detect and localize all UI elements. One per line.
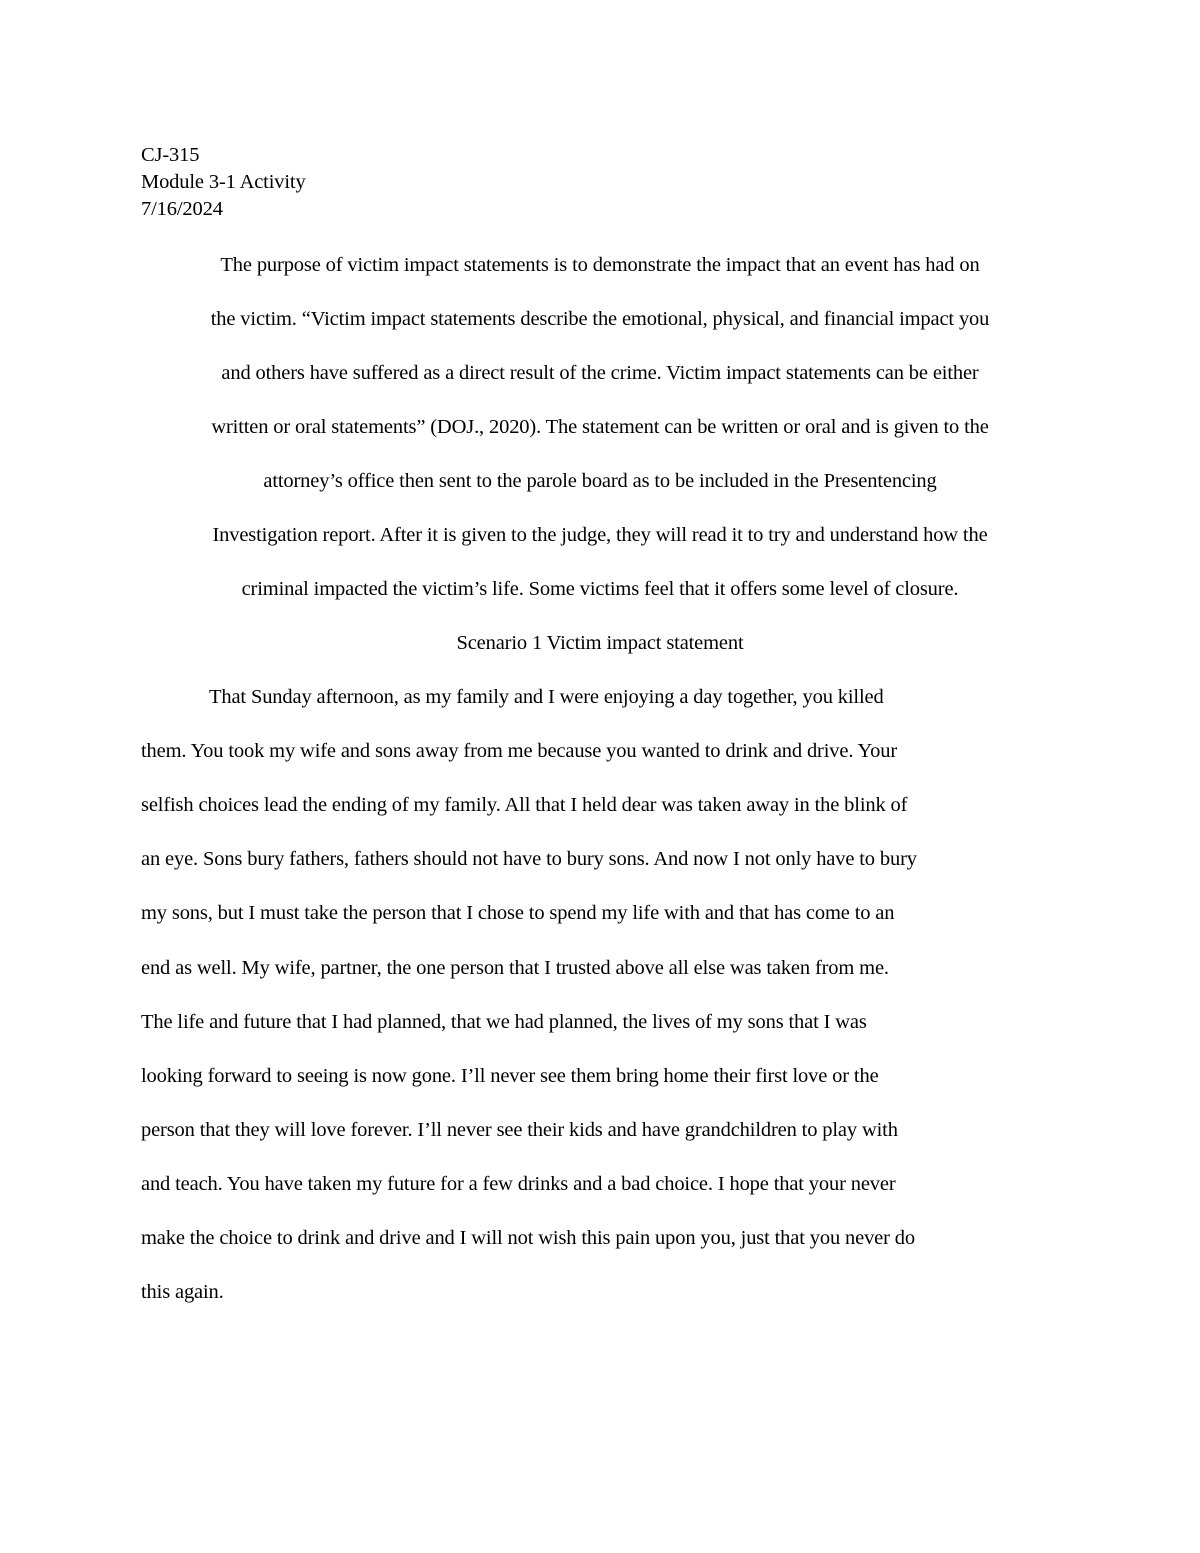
section-heading: Scenario 1 Victim impact statement [456,632,744,654]
statement-line: make the choice to drink and drive and I will not wish this pain upon you, just that you never do [141,1227,915,1249]
intro-line: and others have suffered as a direct result of the crime. Victim impact statements can be either [221,362,979,384]
statement-line: The life and future that I had planned, that we had planned, the lives of my sons that I was [141,1011,867,1033]
document-date: 7/16/2024 [141,198,223,220]
intro-line: the victim. “Victim impact statements describe the emotional, physical, and financial impact you [210,308,990,330]
statement-line: and teach. You have taken my future for a few drinks and a bad choice. I hope that your never [141,1173,896,1195]
statement-line: person that they will love forever. I’ll never see their kids and have grandchildren to play with [141,1119,898,1141]
assignment-title: Module 3-1 Activity [141,171,306,193]
intro-line: attorney’s office then sent to the parole board as to be included in the Presentencing [263,470,937,492]
statement-line: them. You took my wife and sons away from me because you wanted to drink and drive. Your [141,740,898,762]
document-header [141,142,1061,223]
course-code: CJ-315 [141,144,200,166]
statement-line: this again. [141,1281,224,1303]
statement-line: end as well. My wife, partner, the one person that I trusted above all else was taken from me. [141,957,889,979]
intro-line: criminal impacted the victim’s life. Some victims feel that it offers some level of closure. [241,578,959,600]
statement-line: an eye. Sons bury fathers, fathers should not have to bury sons. And now I not only have to bury [141,848,917,870]
statement-line: looking forward to seeing is now gone. I’ll never see them bring home their first love or the [141,1065,879,1087]
intro-line: written or oral statements” (DOJ., 2020). The statement can be written or oral and is given to the [211,416,989,438]
intro-line: The purpose of victim impact statements is to demonstrate the impact that an event has had on [220,254,980,276]
intro-line: Investigation report. After it is given to the judge, they will read it to try and understand how the [212,524,988,546]
statement-line: That Sunday afternoon, as my family and I were enjoying a day together, you killed [209,686,884,708]
statement-line: selfish choices lead the ending of my family. All that I held dear was taken away in the blink of [141,794,908,816]
statement-line: my sons, but I must take the person that I chose to spend my life with and that has come to an [141,902,895,924]
